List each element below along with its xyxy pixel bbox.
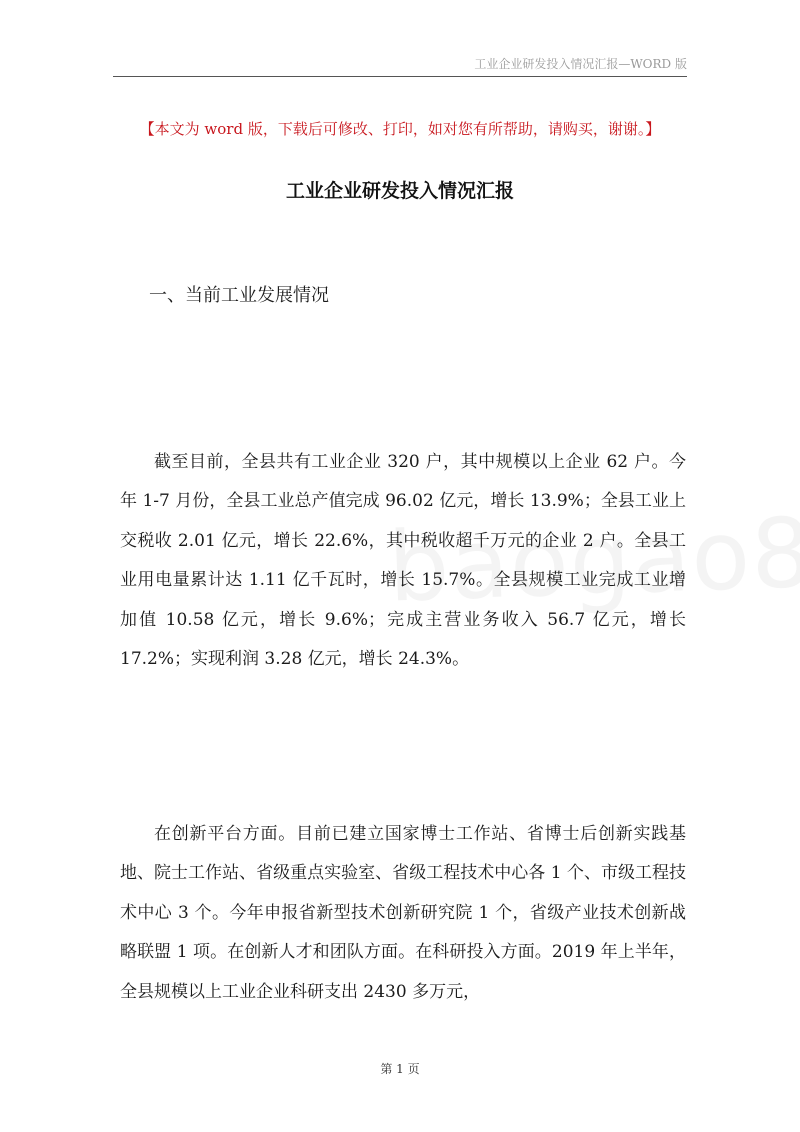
document-title: 工业企业研发投入情况汇报 — [285, 180, 514, 202]
paragraph-innovation-platform: 在创新平台方面。目前已建立国家博士工作站、省博士后创新实践基地、院士工作站、省级重点实验室、省级工程技术中心各 1 个、市级工程技术中心 3 个。今年申报省新型技术创新研究院 1 个，省级产业技术创新战略联盟 1 项。在创新人才和团队方面。在科研投入方面。2019 年上半年，全县规模以上工业企业科研支出 2430 多万元， — [120, 824, 686, 1002]
running-header: 工业企业研发投入情况汇报—WORD 版 — [474, 57, 687, 71]
paragraph-industry-stats: 截至目前，全县共有工业企业 320 户，其中规模以上企业 62 户。今年 1-7 月份，全县工业总产值完成 96.02 亿元，增长 13.9%；全县工业上交税收 2.01 亿元，增长 22.6%，其中税收超千万元的企业 2 户。全县工业用电量累计达 1.11 亿千瓦时，增长 15.7%。全县规模工业完成工业增加值 10.58 亿元，增长 9.6%；完成主营业务收入 56.7 亿元，增长 17.2%；实现利润 3.28 亿元，增长 24.3%。 — [120, 452, 686, 670]
page-number: 第 1 页 — [380, 1062, 420, 1076]
header-divider — [113, 76, 687, 77]
purchase-notice: 【本文为 word 版，下载后可修改、打印，如对您有所帮助，请购买，谢谢。】 — [139, 120, 661, 138]
section-heading: 一、当前工业发展情况 — [149, 285, 329, 306]
